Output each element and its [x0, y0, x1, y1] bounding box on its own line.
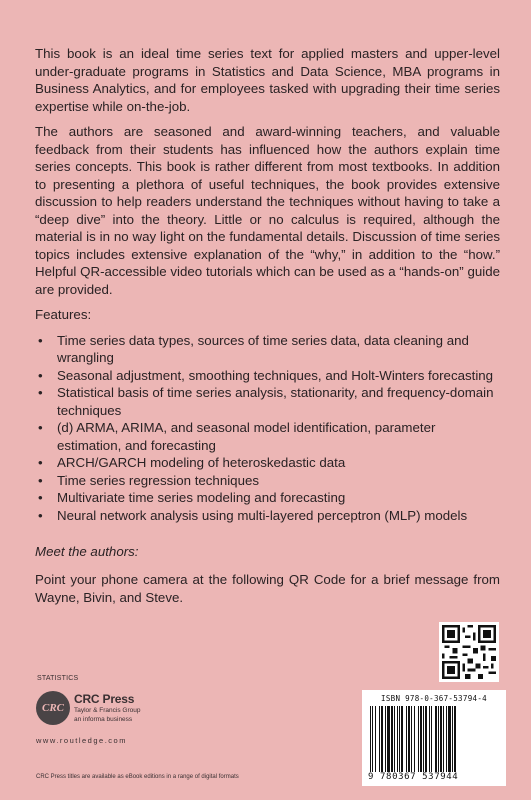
- features-list: [35, 332, 500, 525]
- qr-code[interactable]: [439, 622, 499, 682]
- back-cover-text: [35, 45, 500, 524]
- feature-item: • ARCH/GARCH modeling of heteroskedastic data: [35, 454, 500, 472]
- feature-item: • Neural network analysis using multi-layered perceptron (MLP) models: [35, 507, 500, 525]
- feature-item: • Time series data types, sources of time series data, data cleaning and wrangling: [35, 332, 500, 367]
- qr-instructions: Point your phone camera at the following QR Code for a brief message from Wayne, Bivin, and Steve.: [35, 572, 500, 605]
- barcode-digits: 9 780367 537944: [368, 772, 500, 782]
- meet-authors-heading: Meet the authors:: [35, 544, 139, 559]
- publisher-group: Taylor & Francis Group: [74, 706, 141, 714]
- publisher-business: an informa business: [74, 715, 133, 723]
- qr-code-icon: [442, 625, 496, 679]
- publisher-website[interactable]: www.routledge.com: [36, 736, 127, 745]
- features-title: Features:: [35, 307, 92, 322]
- isbn-label: ISBN 978-0-367-53794-4: [381, 694, 487, 703]
- feature-item: • (d) ARMA, ARIMA, and seasonal model identification, parameter estimation, and forecasting: [35, 419, 500, 454]
- feature-item: • Multivariate time series modeling and forecasting: [35, 489, 500, 507]
- barcode-icon: [368, 706, 500, 772]
- isbn-barcode: [362, 690, 506, 786]
- publisher-name: CRC Press: [74, 691, 135, 706]
- category-label: STATISTICS: [37, 675, 79, 682]
- intro-paragraph-2: The authors are seasoned and award-winning teachers, and valuable feedback from their students has influenced how the authors explain time series concepts. This book is rather different from most textbooks. In addition to presenting a plethora of useful techniques, the book provides extensive discussion to help readers understand the techniques without having to take a “deep dive” into the theory. Little or no calculus is required, although the material is in no way light on the fundamental details. Discussion of time series topics includes extensive explanation of the “why,” in addition to the “how.” Helpful QR-accessible video tutorials which can be used as a “hands-on” guide are provided.: [35, 124, 500, 297]
- feature-item: • Time series regression techniques: [35, 472, 500, 490]
- ebook-note: CRC Press titles are available as eBook editions in a range of digital formats: [36, 774, 239, 780]
- feature-item: • Statistical basis of time series analysis, stationarity, and frequency-domain techniques: [35, 384, 500, 419]
- feature-item: • Seasonal adjustment, smoothing techniques, and Holt-Winters forecasting: [35, 367, 500, 385]
- publisher-text: [74, 693, 140, 724]
- crc-logo-icon: CRC: [36, 691, 70, 725]
- publisher-logo: [36, 691, 140, 725]
- intro-paragraph-1: This book is an ideal time series text for applied masters and upper-level under-graduate programs in Statistics and Data Science, MBA programs in Business Analytics, and for employees tasked with upgrading their time series expertise while on-the-job.: [35, 46, 500, 114]
